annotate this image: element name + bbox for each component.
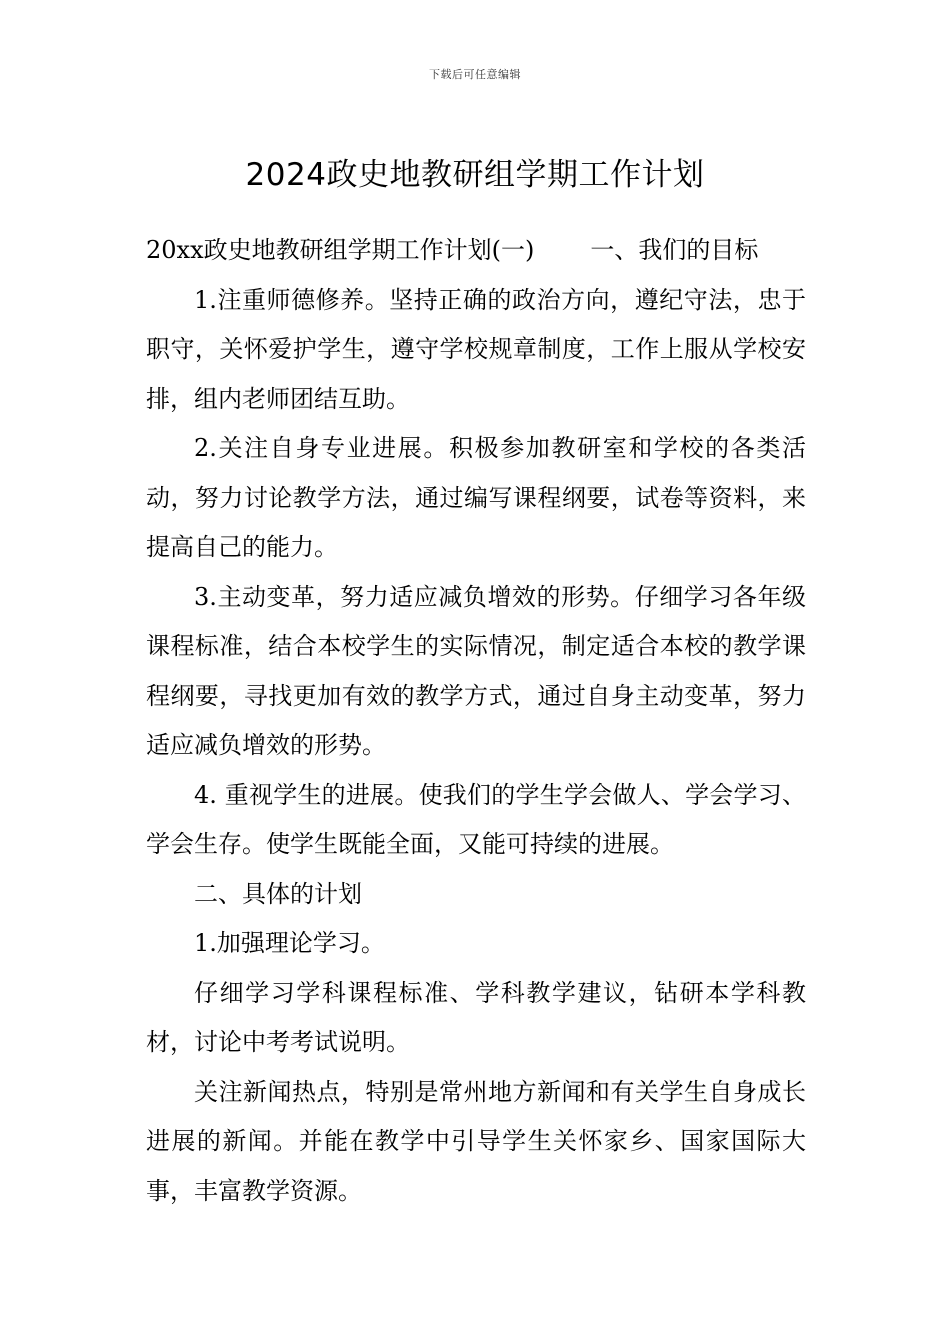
paragraph-goal-4: 4. 重视学生的进展。使我们的学生学会做人、学会学习、学会生存。使学生既能全面，又能可持续的进展。 (146, 780, 806, 858)
paragraph-goal-3: 3.主动变革，努力适应减负增效的形势。仔细学习各年级课程标准，结合本校学生的实际情况，制定适合本校的教学课程纲要，寻找更加有效的教学方式，通过自身主动变革，努力适应减负增效的形势。 (146, 582, 806, 759)
paragraph-goal-2: 2.关注自身专业进展。积极参加教研室和学校的各类活动，努力讨论教学方法，通过编写课程纲要，试卷等资料，来提高自己的能力。 (146, 434, 806, 561)
plan-item-1-heading: 1.加强理论学习。 (194, 929, 385, 957)
intro-section-heading: 一、我们的目标 (590, 236, 759, 264)
document-title: 2024政史地教研组学期工作计划 (245, 156, 705, 193)
header-note: 下载后可任意编辑 (429, 68, 521, 81)
paragraph-news: 关注新闻热点，特别是常州地方新闻和有关学生自身成长进展的新闻。并能在教学中引导学生关怀家乡、国家国际大事，丰富教学资源。 (146, 1077, 806, 1205)
document-body (146, 226, 806, 1216)
section-heading-plan: 二、具体的计划 (194, 879, 362, 908)
paragraph-study: 仔细学习学科课程标准、学科教学建议，钻研本学科教材，讨论中考考试说明。 (146, 978, 806, 1056)
intro-line (146, 226, 806, 276)
paragraph-goal-1: 1.注重师德修养。坚持正确的政治方向，遵纪守法，忠于职守，关怀爱护学生，遵守学校规章制度，工作上服从学校安排，组内老师团结互助。 (146, 285, 806, 413)
intro-plan-title: 20xx政史地教研组学期工作计划(一) (146, 236, 535, 264)
